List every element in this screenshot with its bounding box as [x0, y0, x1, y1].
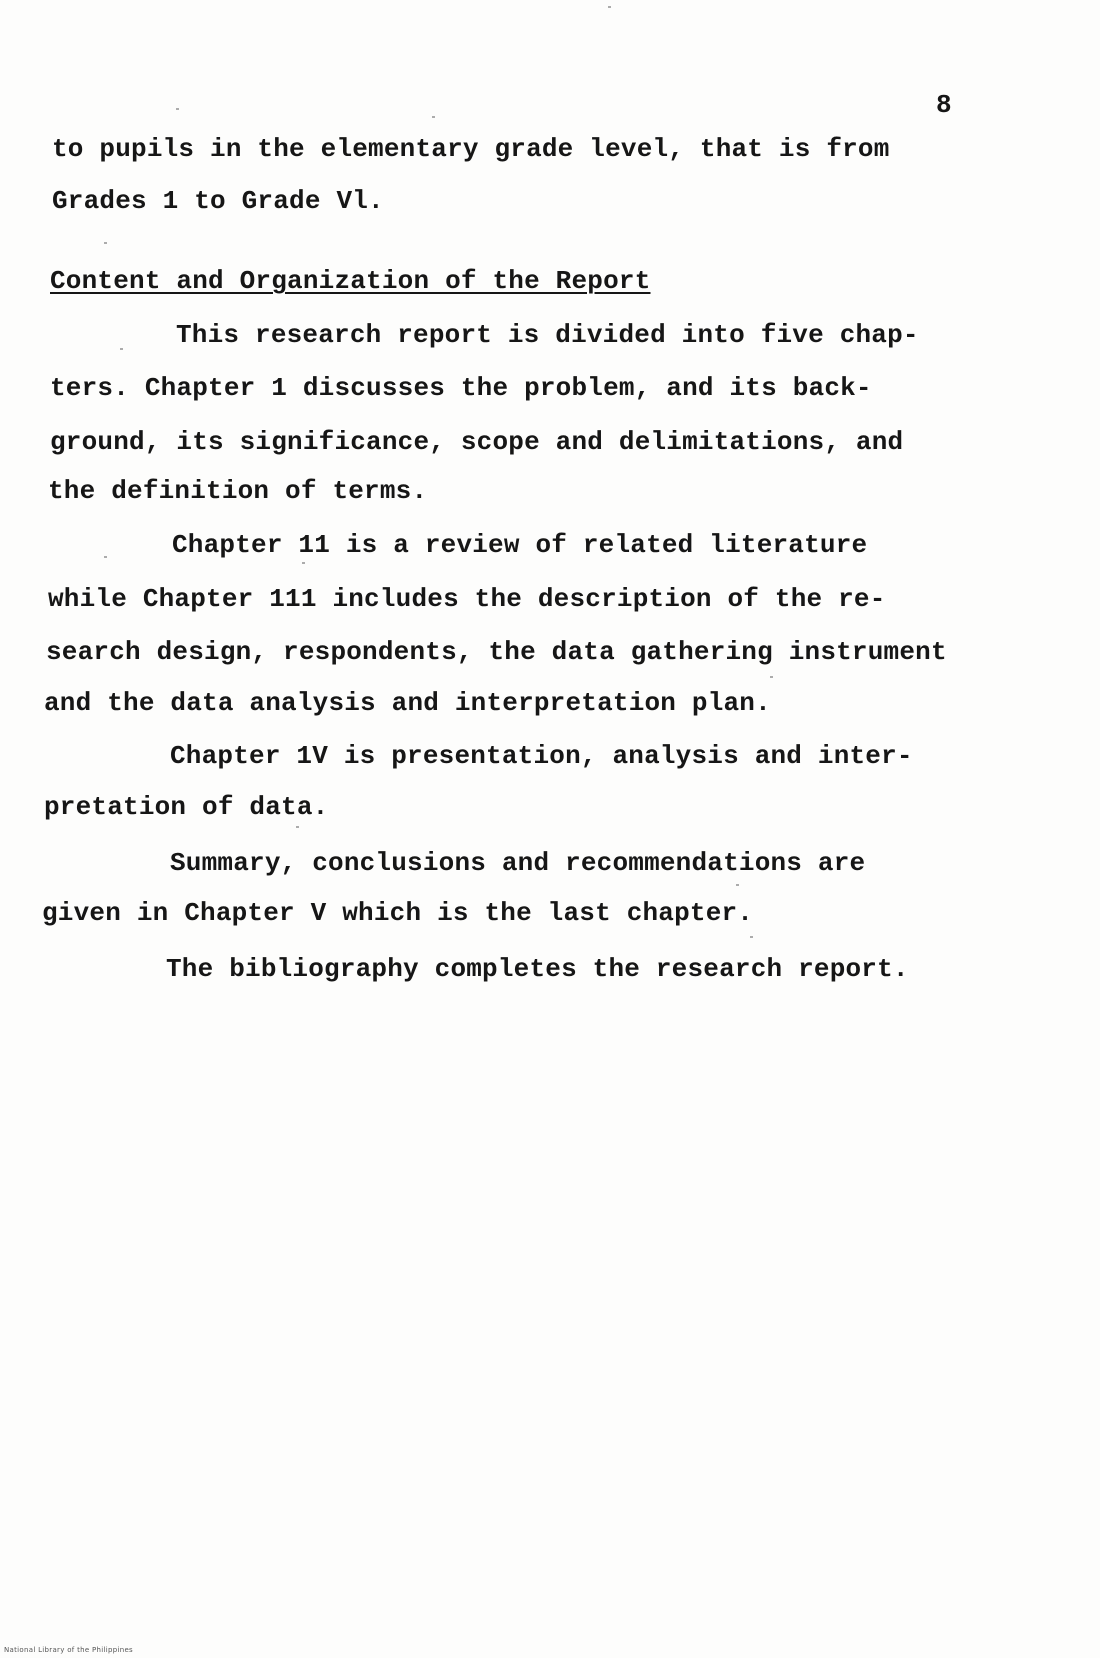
text-line: pretation of data. [44, 792, 329, 822]
text-line: while Chapter 111 includes the description of the re- [48, 584, 886, 614]
scan-speck [104, 556, 107, 558]
text-line: Chapter 1V is presentation, analysis and inter- [170, 741, 913, 771]
scan-speck [432, 116, 435, 118]
text-line: The bibliography completes the research report. [166, 954, 909, 984]
scan-speck [736, 884, 739, 886]
scan-speck [608, 6, 611, 8]
scan-speck [296, 826, 299, 828]
text-line: Summary, conclusions and recommendations are [170, 848, 866, 878]
scan-speck [104, 242, 107, 244]
text-line: Chapter 11 is a review of related literature [172, 530, 868, 560]
text-line: Grades 1 to Grade Vl. [52, 186, 384, 216]
footer-watermark: National Library of the Philippines [4, 1646, 133, 1654]
text-line: to pupils in the elementary grade level, that is from [52, 134, 890, 164]
section-heading: Content and Organization of the Report [50, 266, 651, 296]
text-line: the definition of terms. [48, 476, 428, 506]
scan-speck [750, 936, 753, 938]
text-line: and the data analysis and interpretation plan. [44, 688, 771, 718]
scan-speck [120, 348, 123, 350]
text-line: ters. Chapter 1 discusses the problem, and its back- [50, 373, 872, 403]
scan-speck [176, 108, 179, 110]
scan-speck [770, 676, 773, 678]
text-line: This research report is divided into five chap- [176, 320, 919, 350]
text-line: ground, its significance, scope and delimitations, and [50, 427, 904, 457]
scan-speck [302, 562, 305, 564]
text-line: search design, respondents, the data gathering instrument [46, 637, 947, 667]
page-number: 8 [936, 90, 952, 120]
text-line: given in Chapter V which is the last chapter. [42, 898, 754, 928]
